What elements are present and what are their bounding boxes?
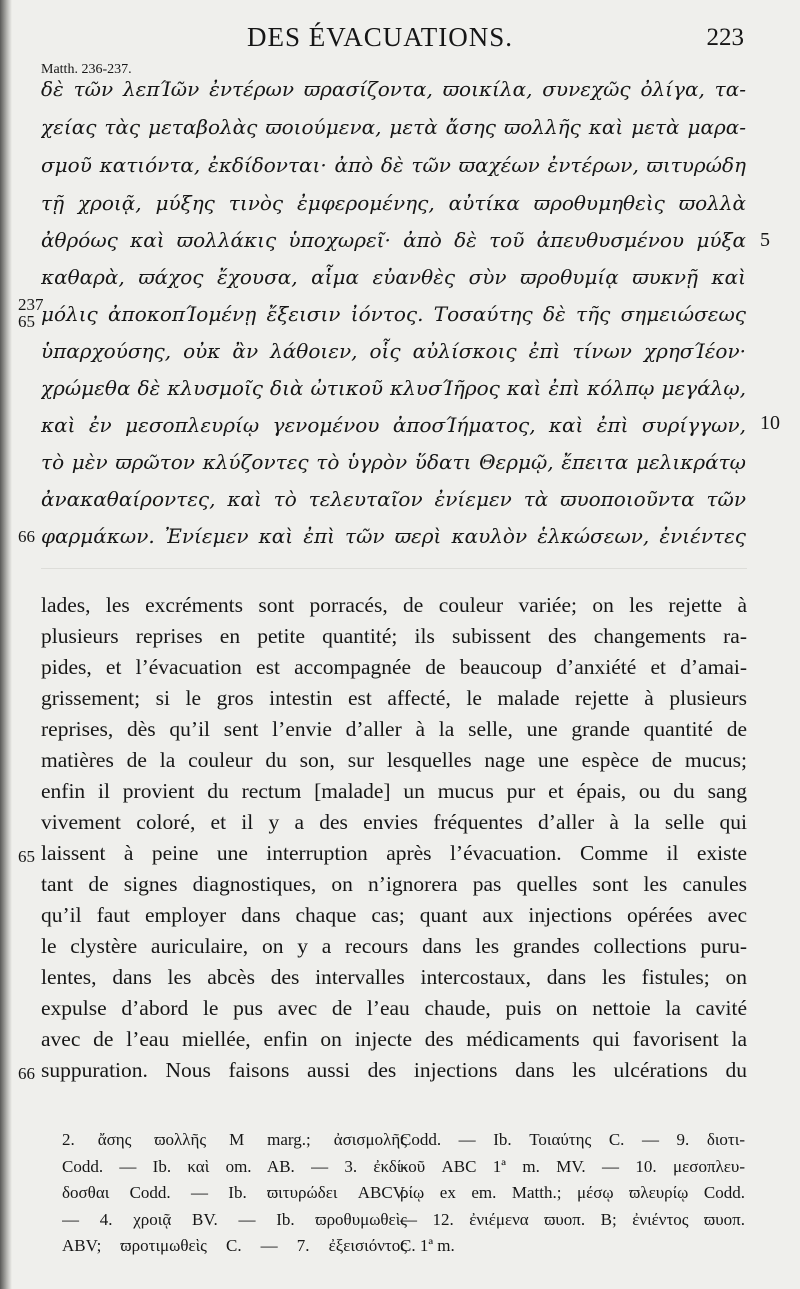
line-number-10: 10: [760, 412, 780, 434]
margin-ref-66: 66: [18, 1064, 35, 1083]
apparatus-line: C. 1ª m.: [400, 1236, 455, 1255]
apparatus-line: 2. ἄσης ϖολλῆς M marg.; ἀσισμολῆς: [62, 1130, 407, 1149]
french-line: enfin il provient du rectum [malade] un mucus pur et épais, ou du sang: [41, 779, 747, 803]
running-header-title: DES ÉVACUATIONS.: [246, 22, 514, 52]
apparatus-line: δοσθαι Codd. — Ib. ϖιτυρώδει ABCV.: [62, 1183, 407, 1202]
greek-line: χείας τὰς μεταβολὰς ϖοιούμενα, μετὰ ἄσης ϖολλῆς καὶ μετὰ μαρα-: [41, 115, 746, 139]
french-line: expulse d’abord le pus avec de l’eau chaude, puis on nettoie la cavité: [41, 996, 747, 1020]
french-line: matières de la couleur du son, sur lesquelles nage une espèce de mucus;: [41, 748, 747, 772]
french-line: laissent à peine une interruption après l’évacuation. Comme il existe: [41, 841, 747, 865]
greek-line: σμοῦ κατιόντα, ἐκδίδονται· ἀπὸ δὲ τῶν ϖαχέων ἐντέρων, ϖιτυρώδη: [41, 153, 746, 177]
margin-ref-65: 65: [18, 847, 35, 866]
apparatus-line: ABV; ϖροτιμωθεὶς C. — 7. ἐξεισιόντος: [62, 1236, 407, 1255]
french-line: suppuration. Nous faisons aussi des injections dans les ulcérations du: [41, 1058, 747, 1082]
french-line: pides, et l’évacuation est accompagnée de beaucoup d’anxiété et d’amai-: [41, 655, 747, 679]
apparatus-line: Codd. — Ib. Τοιαύτης C. — 9. διοτι-: [400, 1130, 745, 1149]
french-line: tant de signes diagnostiques, on n’ignorera pas quelles sont les canules: [41, 872, 747, 896]
binding-gutter-shadow: [0, 0, 12, 1289]
greek-line: τῇ χροιᾷ, μύξης τινὸς ἐμφερομένης, αὐτίκα ϖροθυμηθεὶς ϖολλὰ: [41, 191, 746, 215]
greek-line: καὶ ἐν μεσοπλευρίῳ γενομένου ἀποσΊήματος, καὶ ἐπὶ συρίγγων,: [41, 413, 746, 437]
greek-line: μόλις ἀποκοπΊομένῃ ἔξεισιν ἰόντος. Τοσαύτης δὲ τῆς σημειώσεως: [41, 302, 746, 326]
section-divider: [41, 568, 747, 569]
apparatus-line: — 4. χροιᾷ BV. — Ib. ϖροθυμωθεὶς: [62, 1209, 407, 1229]
french-line: grissement; si le gros intestin est affecté, le malade rejette à plusieurs: [41, 686, 747, 710]
greek-line: χρώμεθα δὲ κλυσμοῖς διὰ ὠτικοῦ κλυσΊῆρος καὶ ἐπὶ κόλπῳ μεγάλῳ,: [41, 376, 746, 400]
french-line: avec de l’eau miellée, enfin on injecte des médicaments qui favorisent la: [41, 1027, 747, 1051]
french-line: reprises, dès qu’il sent l’envie d’aller à la selle, une grande quantité de: [41, 717, 747, 741]
french-line: plusieurs reprises en petite quantité; ils subissent des changements ra-: [41, 624, 747, 648]
greek-line: δὲ τῶν λεπΊῶν ἐντέρων ϖρασίζοντα, ϖοικίλα, συνεχῶς ὀλίγα, τα-: [41, 77, 746, 101]
greek-line: φαρμάκων. Ἐνίεμεν καὶ ἐπὶ τῶν ϖερὶ καυλὸν ἑλκώσεων, ἐνιέντες: [41, 524, 746, 548]
apparatus-line: ρίῳ ex em. Matth.; μέσῳ ϖλευρίῳ Codd.: [400, 1183, 745, 1202]
french-line: vivement coloré, et il y a des envies fréquentes d’aller à la selle qui: [41, 810, 747, 834]
greek-line: ἀνακαθαίροντες, καὶ τὸ τελευταῖον ἐνίεμεν τὰ ϖυοποιοῦντα τῶν: [41, 487, 746, 511]
margin-ref-237: 237: [18, 295, 44, 314]
page-number: 223: [706, 24, 744, 51]
margin-ref-65: 65: [18, 312, 35, 331]
margin-ref-66: 66: [18, 527, 35, 546]
apparatus-line: — 12. ἐνιέμενα ϖυοπ. B; ἐνιέντος ϖυοπ.: [400, 1209, 745, 1229]
greek-line: καθαρὰ, ϖάχος ἔχουσα, αἷμα εὐανθὲς σὺν ϖροθυμίᾳ ϖυκνῇ καὶ: [41, 265, 746, 289]
apparatus-line: Codd. — Ib. καὶ om. AB. — 3. ἐκδί-: [62, 1156, 407, 1176]
greek-line: ἀθρόως καὶ ϖολλάκις ὑποχωρεῖ· ἀπὸ δὲ τοῦ ἀπευθυσμένου μύξα: [41, 228, 746, 252]
apparatus-column-right: [400, 1127, 745, 1260]
french-line: lades, les excréments sont porracés, de couleur variée; on les rejette à: [41, 593, 747, 617]
apparatus-column-left: [62, 1127, 407, 1260]
french-line: qu’il faut employer dans chaque cas; quant aux injections opérées avec: [41, 903, 747, 927]
greek-line: ὑπαρχούσης, οὐκ ἂν λάθοιεν, οἷς αὐλίσκοις ἐπὶ τίνων χρησΊέον·: [41, 339, 746, 363]
greek-line: τὸ μὲν ϖρῶτον κλύζοντες τὸ ὑγρὸν ὕδατι Θερμῷ, ἔπειτα μελικράτῳ: [41, 450, 746, 474]
apparatus-line: κοῦ ABC 1ª m. MV. — 10. μεσοπλευ-: [400, 1156, 745, 1176]
french-line: lentes, dans les abcès des intervalles intercostaux, dans les fistules; on: [41, 965, 747, 989]
french-line: le clystère auriculaire, on y a recours dans les grandes collections puru-: [41, 934, 747, 958]
edition-reference: Matth. 236-237.: [41, 62, 132, 77]
line-number-5: 5: [760, 229, 770, 251]
